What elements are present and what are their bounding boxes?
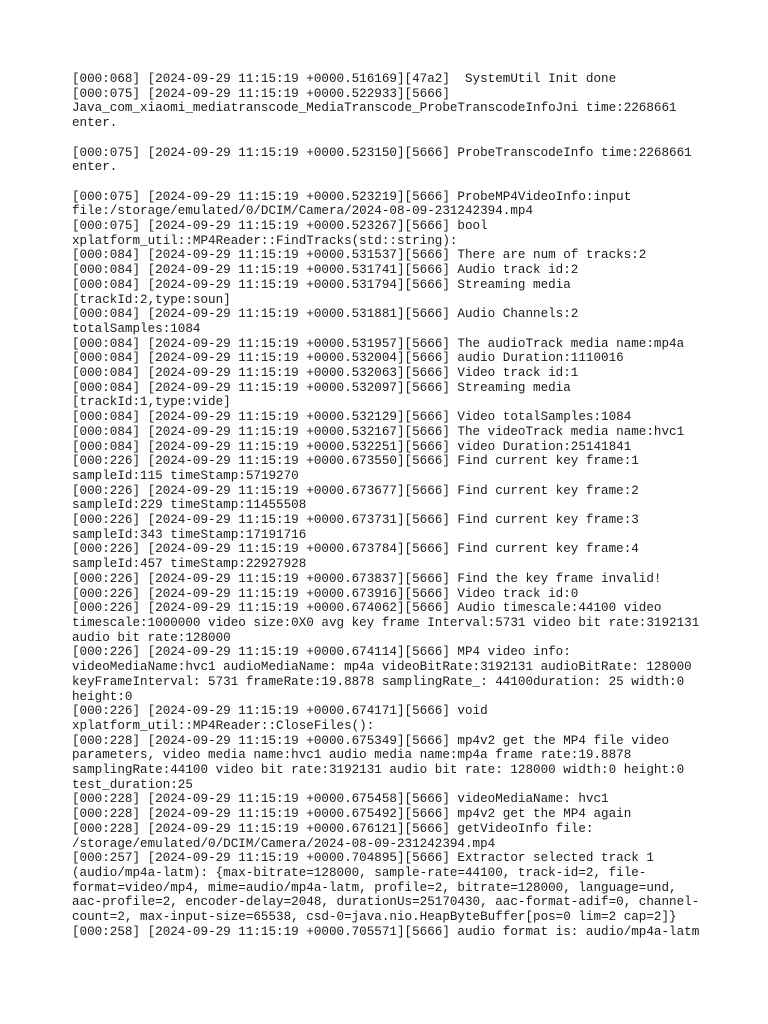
log-line: [000:084] [2024-09-29 11:15:19 +0000.532004][5666] audio Duration:1110016 bbox=[72, 351, 624, 366]
blank-line bbox=[72, 131, 712, 146]
log-line: [000:226] [2024-09-29 11:15:19 +0000.674114][5666] MP4 video info: videoMediaName:hvc1 audioMediaName: mp4a videoBitRate:3192131 audioBitRate: 128000 keyFrameInterval: 5731 frameRate:19.8878 samplingRate_: 44100duration: 25 width:0 height:0 bbox=[72, 645, 700, 704]
log-line: [000:226] [2024-09-29 11:15:19 +0000.673916][5666] Video track id:0 bbox=[72, 586, 579, 601]
log-line: [000:075] [2024-09-29 11:15:19 +0000.523219][5666] ProbeMP4VideoInfo:input file:/storage/emulated/0/DCIM/Camera/2024-08-09-231242394.mp4 bbox=[72, 189, 639, 219]
log-line: [000:228] [2024-09-29 11:15:19 +0000.675349][5666] mp4v2 get the MP4 file video parameters, video media name:hvc1 audio media name:mp4a frame rate:19.8878 samplingRate:44100 video bit rate:3192131 audio bit rate: 128000 width:0 height:0 test_duration:25 bbox=[72, 733, 692, 792]
log-line: [000:084] [2024-09-29 11:15:19 +0000.532063][5666] Video track id:1 bbox=[72, 366, 579, 381]
log-line: [000:226] [2024-09-29 11:15:19 +0000.673731][5666] Find current key frame:3 sampleId:343 timeStamp:17191716 bbox=[72, 513, 647, 542]
log-line: [000:228] [2024-09-29 11:15:19 +0000.676121][5666] getVideoInfo file: /storage/emulated/0/DCIM/Camera/2024-08-09-231242394.mp4 bbox=[72, 821, 602, 851]
log-line: [000:226] [2024-09-29 11:15:19 +0000.673677][5666] Find current key frame:2 sampleId:229 timeStamp:11455508 bbox=[72, 483, 647, 513]
log-line: [000:084] [2024-09-29 11:15:19 +0000.532167][5666] The videoTrack media name:hvc1 bbox=[72, 424, 685, 439]
log-line: [000:226] [2024-09-29 11:15:19 +0000.673784][5666] Find current key frame:4 sampleId:457 timeStamp:22927928 bbox=[72, 542, 647, 572]
log-line: [000:075] [2024-09-29 11:15:19 +0000.522933][5666] Java_com_xiaomi_mediatranscode_MediaTranscode_ProbeTranscodeInfoJni time:2268661 enter. bbox=[72, 86, 685, 131]
log-line: [000:226] [2024-09-29 11:15:19 +0000.674171][5666] void xplatform_util::MP4Reader::CloseFiles(): bbox=[72, 704, 496, 733]
log-line: [000:084] [2024-09-29 11:15:19 +0000.532097][5666] Streaming media [trackId:1,type:vide] bbox=[72, 380, 579, 410]
log-line: [000:084] [2024-09-29 11:15:19 +0000.531881][5666] Audio Channels:2 totalSamples:1084 bbox=[72, 307, 586, 336]
log-line: [000:084] [2024-09-29 11:15:19 +0000.531741][5666] Audio track id:2 bbox=[72, 263, 579, 278]
log-line: [000:228] [2024-09-29 11:15:19 +0000.675458][5666] videoMediaName: hvc1 bbox=[72, 792, 609, 807]
log-line: [000:257] [2024-09-29 11:15:19 +0000.704895][5666] Extractor selected track 1 (audio/mp4a-latm): {max-bitrate=128000, sample-rate=44100, track-id=2, file-format=video/mp4, mime=audio/mp4a-latm, profile=2, bitrate=128000, language=und, aac-profile=2, encoder-delay=2048, durationUs=25170430, aac-format-adif=0, channel-count=2, max-input-size=65538, csd-0=java.nio.HeapByteBuffer[pos=0 lim=2 cap=2]} bbox=[72, 851, 700, 925]
log-line: [000:084] [2024-09-29 11:15:19 +0000.532251][5666] video Duration:25141841 bbox=[72, 439, 632, 454]
log-line: [000:084] [2024-09-29 11:15:19 +0000.532129][5666] Video totalSamples:1084 bbox=[72, 410, 632, 425]
blank-line bbox=[72, 175, 712, 190]
log-line: [000:084] [2024-09-29 11:15:19 +0000.531537][5666] There are num of tracks:2 bbox=[72, 248, 647, 263]
log-line: [000:228] [2024-09-29 11:15:19 +0000.675492][5666] mp4v2 get the MP4 again bbox=[72, 807, 632, 822]
log-line: [000:226] [2024-09-29 11:15:19 +0000.673837][5666] Find the key frame invalid! bbox=[72, 571, 662, 586]
log-line: [000:258] [2024-09-29 11:15:19 +0000.705571][5666] audio format is: audio/mp4a-latm bbox=[72, 924, 700, 939]
log-line: [000:084] [2024-09-29 11:15:19 +0000.531957][5666] The audioTrack media name:mp4a bbox=[72, 336, 685, 351]
log-line: [000:068] [2024-09-29 11:15:19 +0000.516169][47a2] SystemUtil Init done bbox=[72, 72, 617, 86]
log-line: [000:075] [2024-09-29 11:15:19 +0000.523267][5666] bool xplatform_util::MP4Reader::FindTracks(std::string): bbox=[72, 219, 496, 248]
log-line: [000:075] [2024-09-29 11:15:19 +0000.523150][5666] ProbeTranscodeInfo time:2268661 enter. bbox=[72, 145, 700, 175]
log-line: [000:226] [2024-09-29 11:15:19 +0000.674062][5666] Audio timescale:44100 video timescale:1000000 video size:0X0 avg key frame Interval:5731 video bit rate:3192131 audio bit rate:128000 bbox=[72, 601, 707, 645]
log-line: [000:226] [2024-09-29 11:15:19 +0000.673550][5666] Find current key frame:1 sampleId:115 timeStamp:5719270 bbox=[72, 454, 647, 483]
log-document bbox=[72, 72, 712, 939]
log-line: [000:084] [2024-09-29 11:15:19 +0000.531794][5666] Streaming media [trackId:2,type:soun] bbox=[72, 277, 579, 307]
